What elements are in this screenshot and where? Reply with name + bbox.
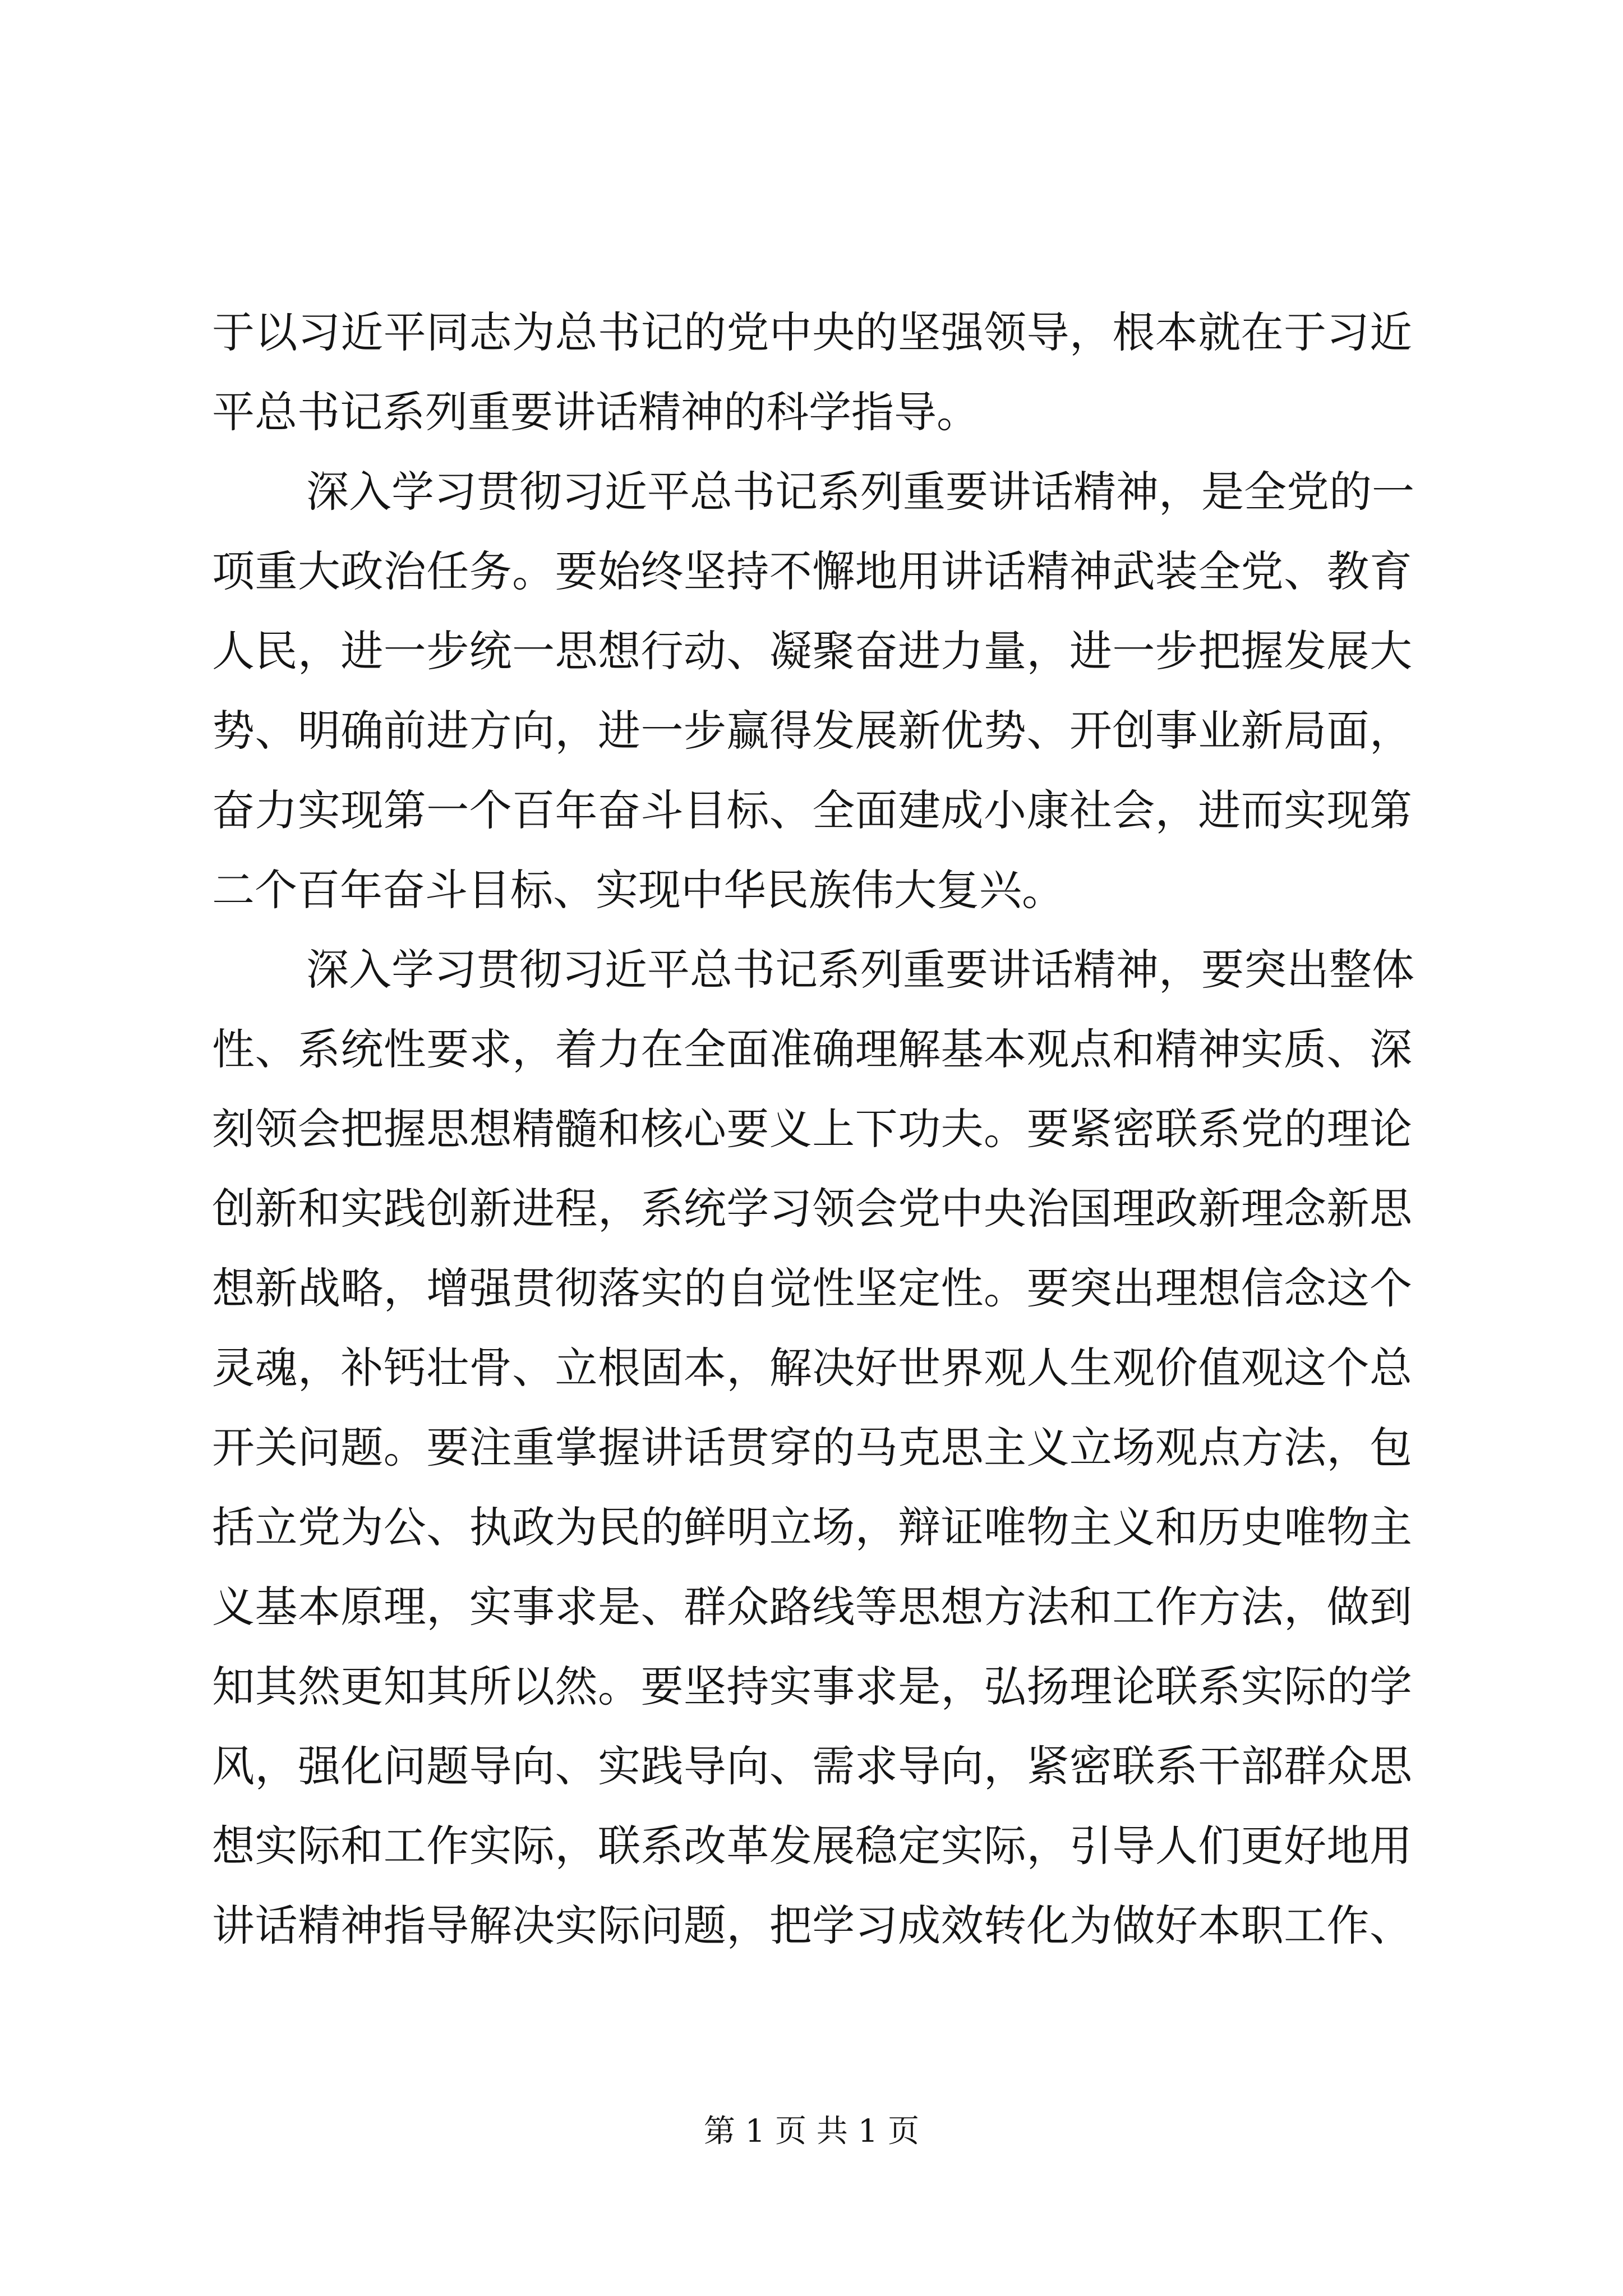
text-line: 知其然更知其所以然。要坚持实事求是，弘扬理论联系实际的学: [212, 1662, 1412, 1711]
text-line: 想新战略，增强贯彻落实的自觉性坚定性。要突出理想信念这个: [212, 1263, 1412, 1313]
text-line: 人民，进一步统一思想行动、凝聚奋进力量，进一步把握发展大: [212, 626, 1412, 676]
text-line: 开关问题。要注重掌握讲话贯穿的马克思主义立场观点方法，包: [212, 1423, 1412, 1473]
paragraph-2: [212, 452, 1412, 930]
text-line: 项重大政治任务。要始终坚持不懈地用讲话精神武装全党、教育: [212, 546, 1412, 596]
text-line: 性、系统性要求，着力在全面准确理解基本观点和精神实质、深: [212, 1024, 1412, 1074]
text-line: 想实际和工作实际，联系改革发展稳定实际，引导人们更好地用: [212, 1821, 1412, 1871]
text-line: 讲话精神指导解决实际问题，把学习成效转化为做好本职工作、: [212, 1901, 1412, 1950]
page-footer: 第 1 页 共 1 页: [703, 2113, 920, 2150]
text-line: 势、明确前进方向，进一步赢得发展新优势、开创事业新局面，: [212, 706, 1412, 756]
text-line: 义基本原理，实事求是、群众路线等思想方法和工作方法，做到: [212, 1582, 1412, 1632]
text-line: 深入学习贯彻习近平总书记系列重要讲话精神，要突出整体: [306, 945, 1414, 995]
text-line: 于以习近平同志为总书记的党中央的坚强领导，根本就在于习近: [212, 307, 1412, 357]
text-line: 平总书记系列重要讲话精神的科学指导。: [212, 387, 979, 437]
text-line: 灵魂，补钙壮骨、立根固本，解决好世界观人生观价值观这个总: [212, 1343, 1412, 1393]
paragraph-1: [212, 293, 1412, 452]
text-line: 奋力实现第一个百年奋斗目标、全面建成小康社会，进而实现第: [212, 785, 1412, 835]
text-line: 风，强化问题导向、实践导向、需求导向，紧密联系干部群众思: [212, 1741, 1412, 1791]
paragraph-3: [212, 930, 1412, 1966]
text-line: 刻领会把握思想精髓和核心要义上下功夫。要紧密联系党的理论: [212, 1104, 1412, 1154]
text-line: 创新和实践创新进程，系统学习领会党中央治国理政新理念新思: [212, 1184, 1412, 1234]
text-line: 深入学习贯彻习近平总书记系列重要讲话精神，是全党的一: [306, 467, 1414, 517]
text-line: 二个百年奋斗目标、实现中华民族伟大复兴。: [212, 865, 1064, 915]
document-body: [212, 293, 1412, 1966]
text-line: 括立党为公、执政为民的鲜明立场，辩证唯物主义和历史唯物主: [212, 1502, 1412, 1552]
